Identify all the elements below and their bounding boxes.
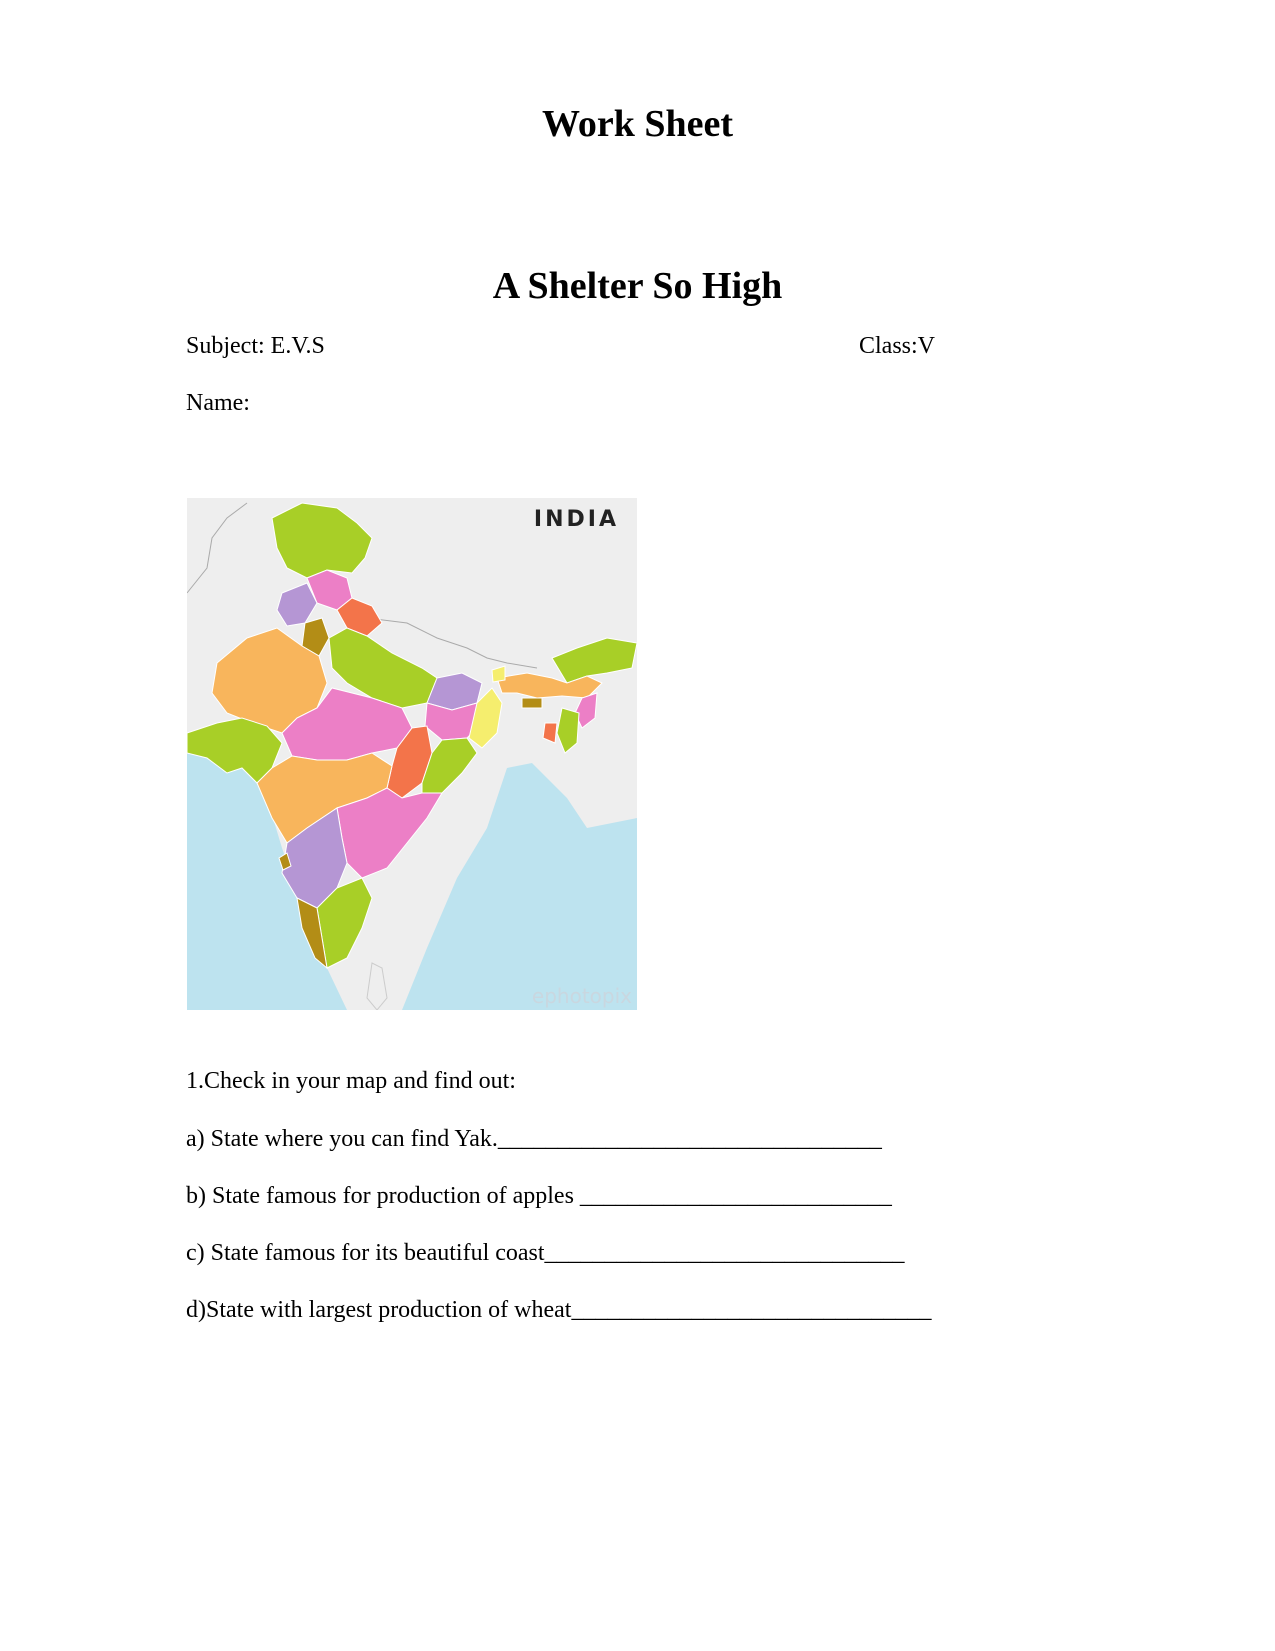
region-meghalaya (522, 698, 542, 708)
india-map-svg (187, 498, 637, 1010)
subject-label: Subject: E.V.S (186, 333, 325, 359)
india-map-image (187, 498, 637, 1010)
class-label: Class:V (859, 333, 936, 359)
question-c: c) State famous for its beautiful coast______________________________ (186, 1240, 905, 1266)
worksheet-subtitle: A Shelter So High (492, 265, 783, 307)
question-intro: 1.Check in your map and find out: (186, 1068, 516, 1094)
question-a: a) State where you can find Yak.________________________________ (186, 1126, 882, 1152)
name-label: Name: (186, 390, 250, 416)
map-watermark: ephotopix (531, 984, 632, 1008)
question-d: d)State with largest production of wheat______________________________ (186, 1297, 932, 1323)
worksheet-title: Work Sheet (541, 103, 734, 145)
question-b: b) State famous for production of apples __________________________ (186, 1183, 892, 1209)
map-title: INDIA (533, 507, 619, 532)
